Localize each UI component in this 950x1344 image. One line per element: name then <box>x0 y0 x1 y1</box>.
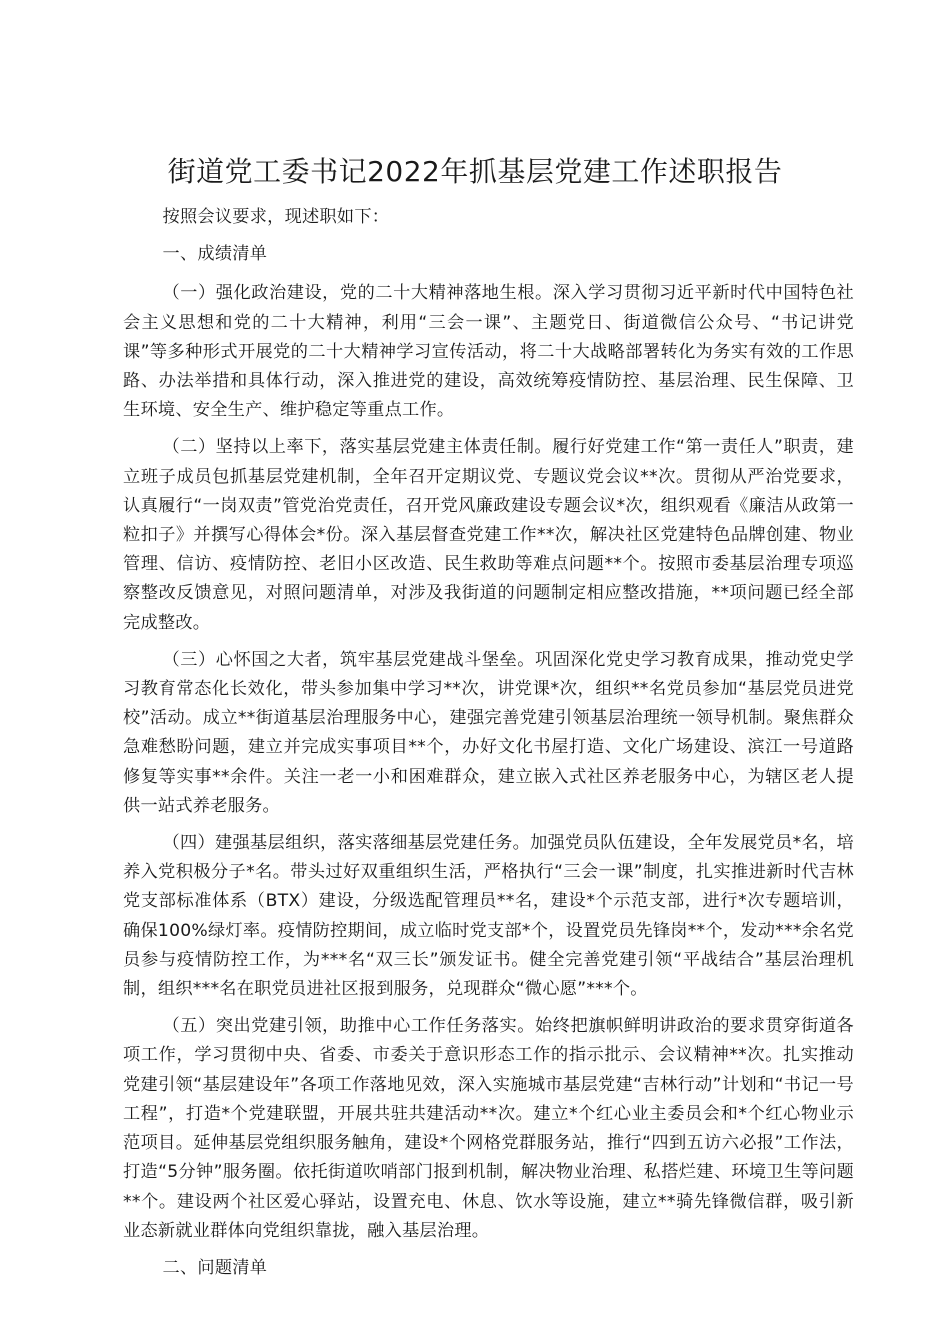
paragraph-political-construction: （一）强化政治建设，党的二十大精神落地生根。深入学习贯彻习近平新时代中国特色社会主义思想和党的二十大精神，利用“三会一课”、主题党日、街道微信公众号、“书记讲党课”等多种形式开展党的二十大精神学习宣传活动，将二十大战略部署转化为务实有效的工作思路、办法举措和具体行动，深入推进党的建设，高效统筹疫情防控、基层治理、民生保障、卫生环境、安全生产、维护稳定等重点工作。 <box>123 283 854 421</box>
paragraph-responsibility: （二）坚持以上率下，落实基层党建主体责任制。履行好党建工作“第一责任人”职责，建立班子成员包抓基层党建机制，全年召开定期议党、专题议党会议**次。贯彻从严治党要求，认真履行“一岗双责”管党治党责任，召开党风廉政建设专题会议*次，组织观看《廉洁从政第一粒扣子》并撰写心得体会*份。深入基层督查党建工作**次，解决社区党建特色品牌创建、物业管理、信访、疫情防控、老旧小区改造、民生救助等难点问题**个。按照市委基层治理专项巡察整改反馈意见，对照问题清单，对涉及我街道的问题制定相应整改措施，**项问题已经全部完成整改。 <box>123 437 854 633</box>
paragraph-leadership: （五）突出党建引领，助推中心工作任务落实。始终把旗帜鲜明讲政治的要求贯穿街道各项工作，学习贯彻中央、省委、市委关于意识形态工作的指示批示、会议精神**次。扎实推动党建引领“基层建设年”各项工作落地见效，深入实施城市基层党建“吉林行动”计划和“书记一号工程”，打造*个党建联盟，开展共驻共建活动**次。建立*个红心业主委员会和*个红心物业示范项目。延伸基层党组织服务触角，建设*个网格党群服务站，推行“四到五访六必报”工作法，打造“5分钟”服务圈。依托街道吹哨部门报到机制，解决物业治理、私搭烂建、环境卫生等问题**个。建设两个社区爱心驿站，设置充电、休息、饮水等设施，建立**骑先锋微信群，吸引新业态新就业群体向党组织靠拢，融入基层治理。 <box>123 1016 854 1241</box>
section-heading-achievements: 一、成绩清单 <box>162 244 268 265</box>
document-body <box>123 203 854 1293</box>
paragraph-fortress: （三）心怀国之大者，筑牢基层党建战斗堡垒。巩固深化党史学习教育成果，推动党史学习教育常态化长效化，带头参加集中学习**次，讲党课*次，组织**名党员参加“基层党员进党校”活动。成立**街道基层治理服务中心，建强完善党建引领基层治理统一领导机制。聚焦群众急难愁盼问题，建立并完成实事项目**个，办好文化书屋打造、文化广场建设、滨江一号道路修复等实事**余件。关注一老一小和困难群众，建立嵌入式社区养老服务中心，为辖区老人提供一站式养老服务。 <box>123 649 854 816</box>
section-heading-problems: 二、问题清单 <box>162 1257 268 1278</box>
document-title: 街道党工委书记2022年抓基层党建工作述职报告 <box>167 155 783 188</box>
intro-paragraph: 按照会议要求，现述职如下： <box>162 207 390 227</box>
paragraph-organization: （四）建强基层组织，落实落细基层党建任务。加强党员队伍建设，全年发展党员*名，培养入党积极分子*名。带头过好双重组织生活，严格执行“三会一课”制度，扎实推进新时代吉林党支部标准体系（BTX）建设，分级选配管理员**名，建设*个示范支部，进行*次专题培训，确保100%绿灯率。疫情防控期间，成立临时党支部*个，设置党员先锋岗**个，发动***余名党员参与疫情防控工作，为***名“双三长”颁发证书。健全完善党建引领“平战结合”基层治理机制，组织***名在职党员进社区报到服务，兑现群众“微心愿”***个。 <box>123 833 854 1000</box>
